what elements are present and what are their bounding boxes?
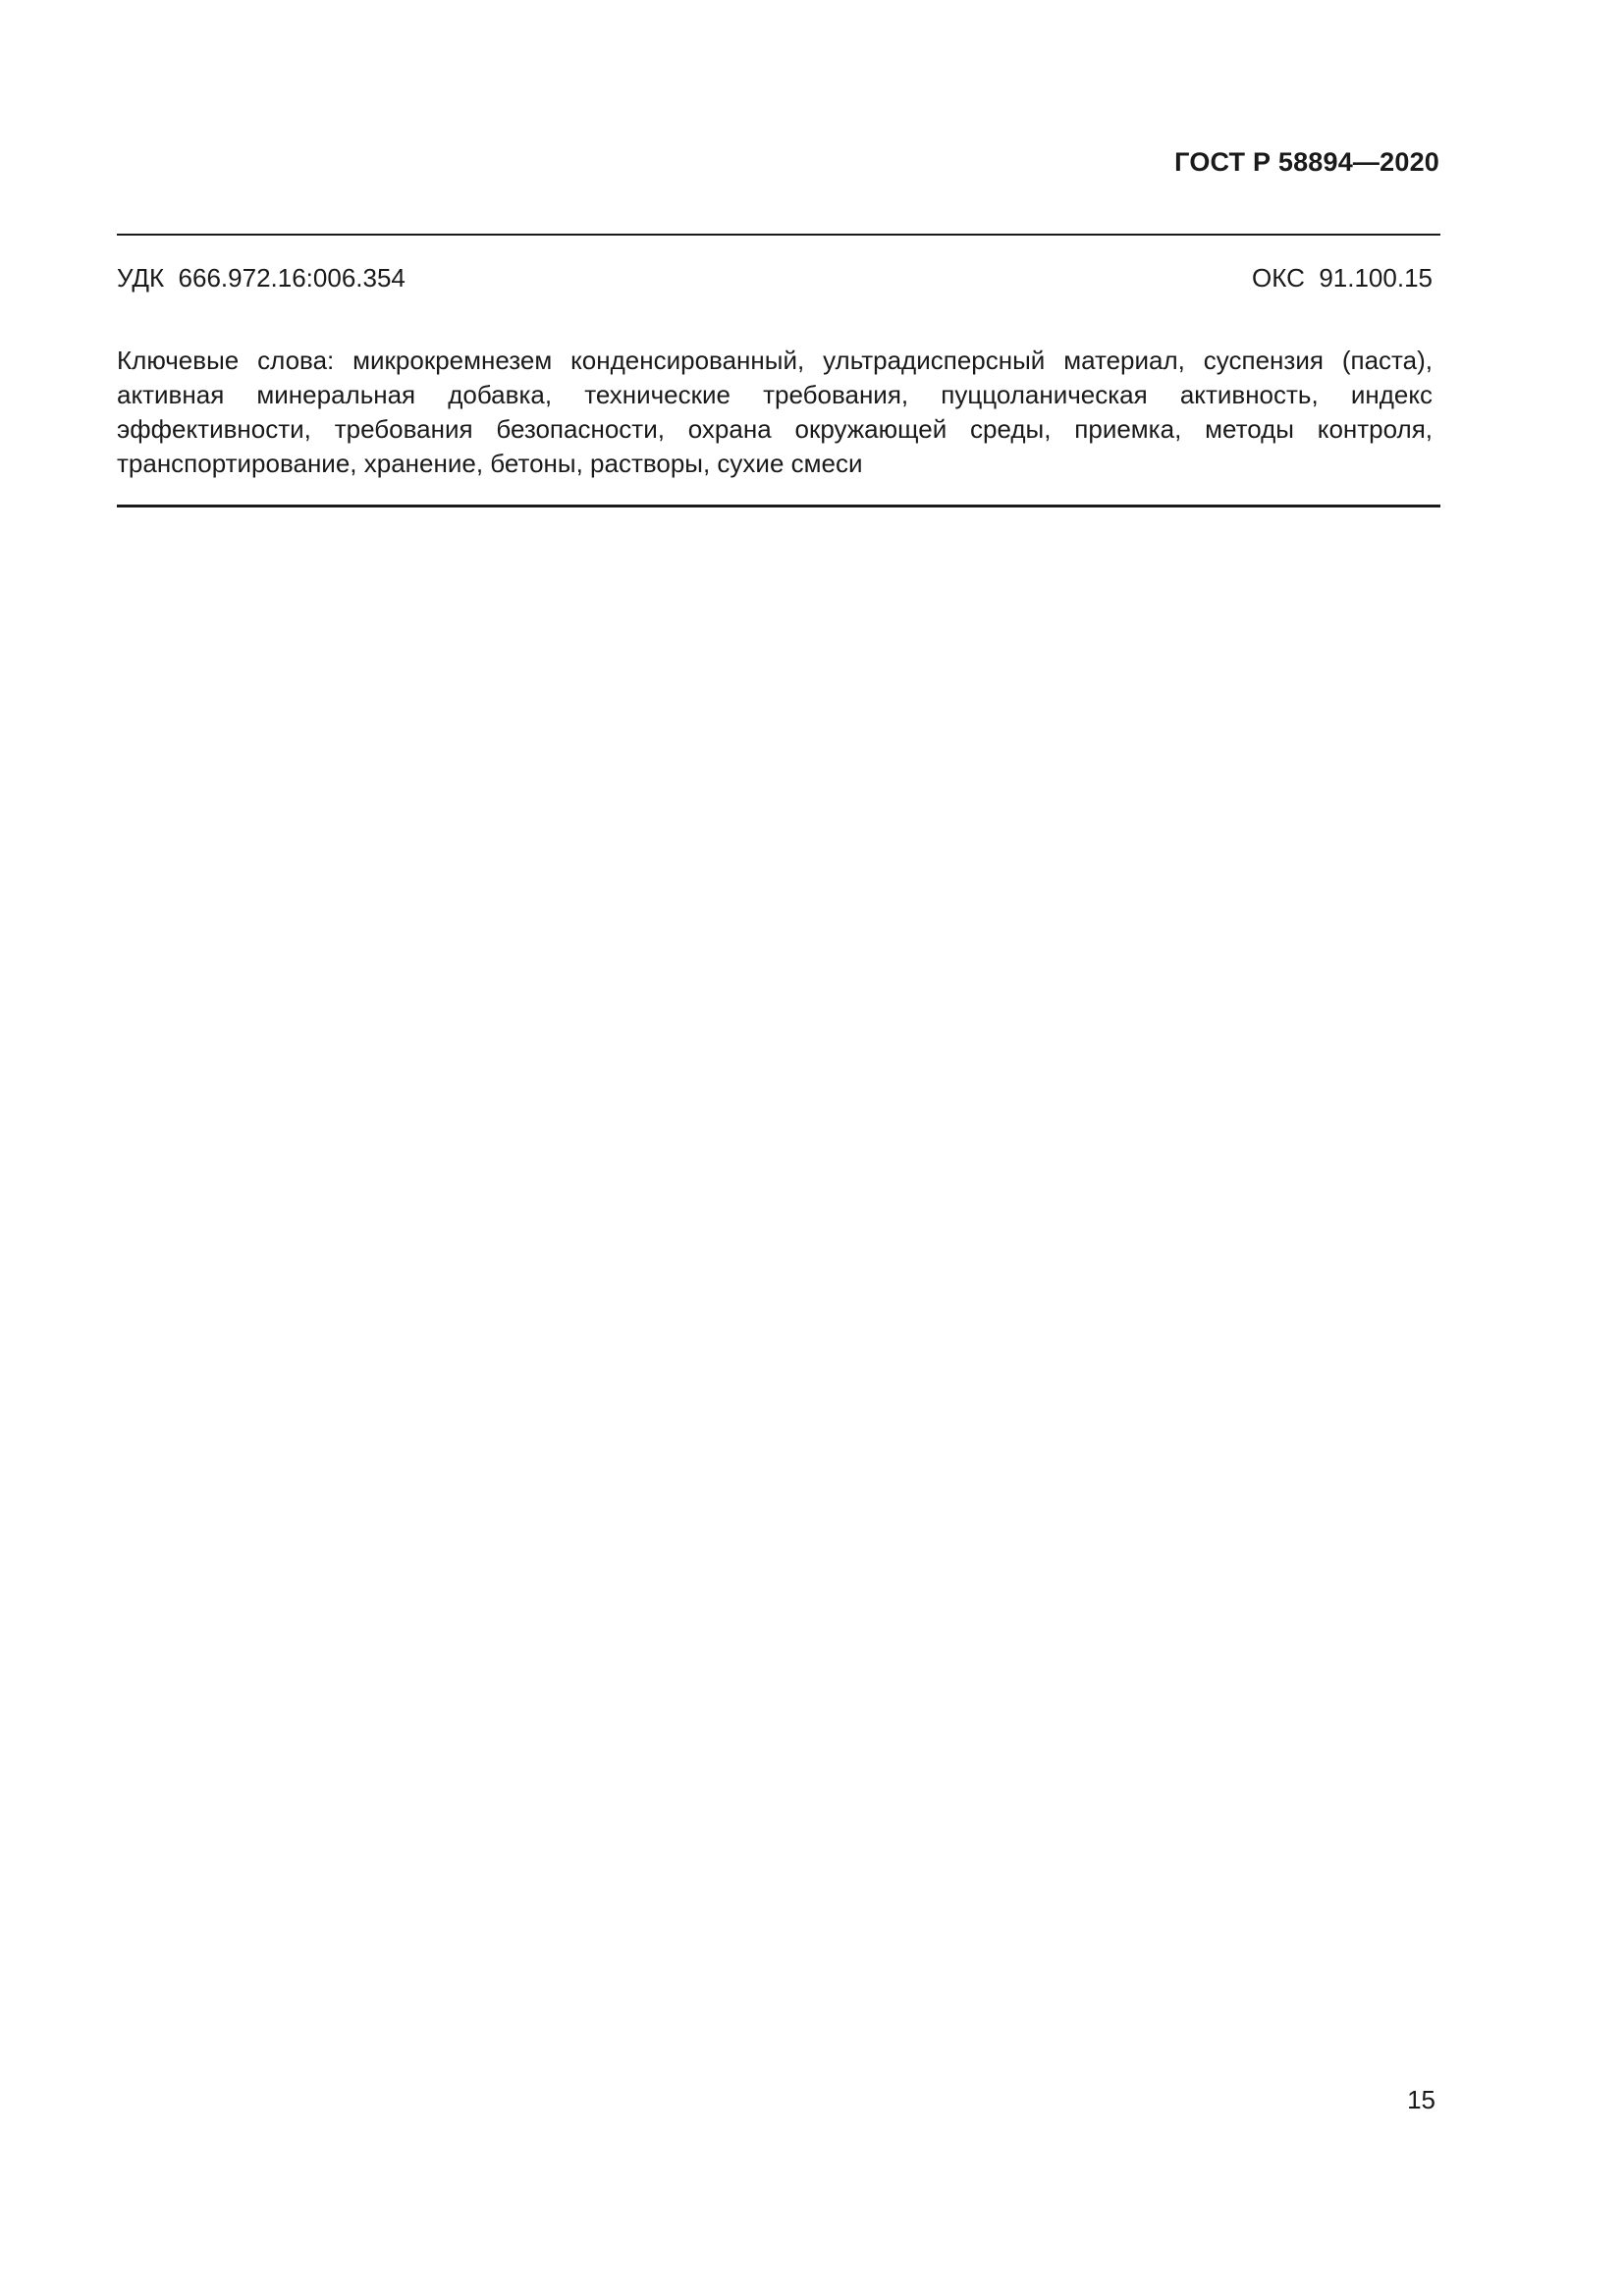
document-standard-id: ГОСТ Р 58894—2020 [1174,147,1439,177]
top-divider [117,234,1440,236]
udk-code: УДК 666.972.16:006.354 [117,263,406,293]
bottom-divider [117,505,1440,507]
keywords-paragraph: Ключевые слова: микрокремнезем конденсированный, ультрадисперсный материал, суспензия (паста), активная минеральная добавка, технические требования, пуццоланическая активность, индекс эффективности, требования безопасности, охрана окружающей среды, приемка, методы контроля, транспортирование, хранение, бетоны, растворы, сухие смеси [117,346,1433,478]
oks-code: ОКС 91.100.15 [1252,263,1433,293]
page-number: 15 [1407,2085,1435,2114]
classification-row [117,263,1433,294]
